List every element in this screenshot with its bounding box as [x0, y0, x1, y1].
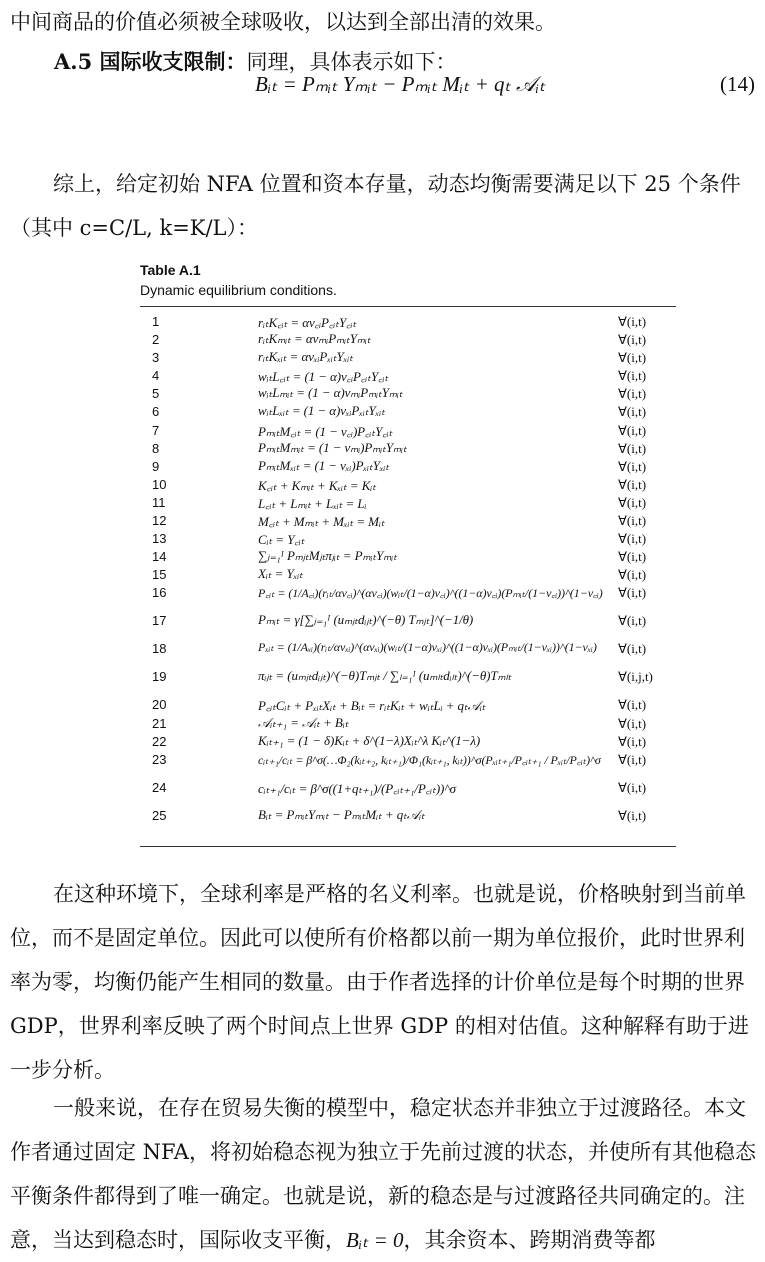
paragraph-3 [10, 1086, 758, 1262]
row-number: 25 [152, 807, 167, 823]
row-number: 3 [152, 350, 160, 366]
row-formula: M꜀ᵢₜ + Mₘᵢₜ + Mₓᵢₜ = Mᵢₜ [258, 514, 385, 530]
row-formula: PₘᵢₜM꜀ᵢₜ = (1 − ν꜀ᵢ)P꜀ᵢₜY꜀ᵢₜ [258, 423, 393, 439]
row-quantifier: ∀(i,t) [618, 422, 647, 438]
row-number: 11 [152, 494, 166, 510]
intro-line: 中间商品的价值必须被全球吸收，以达到全部出清的效果。 [10, 10, 556, 34]
equation-number: (14) [720, 72, 755, 96]
row-formula: rᵢₜKₓᵢₜ = ανₓᵢPₓᵢₜYₓᵢₜ [258, 349, 353, 365]
table-row [140, 732, 676, 750]
table-row [140, 639, 676, 667]
row-quantifier: ∀(i,t) [618, 476, 647, 492]
table-row [140, 312, 676, 330]
row-quantifier: ∀(i,t) [618, 314, 647, 329]
row-quantifier: ∀(i,t) [618, 613, 647, 629]
row-quantifier: ∀(i,t) [618, 567, 647, 583]
row-formula: cᵢₜ₊₁/cᵢₜ = β^σ(…Φ₂(kᵢₜ₊₂, kᵢₜ₊₁)/Φ₁(kᵢₜ₊₁, kᵢₜ))^σ(Pₓᵢₜ₊₁/P꜀ᵢₜ₊₁ / Pₓᵢₜ/P꜀ᵢₜ)^σ [258, 752, 601, 767]
row-quantifier: ∀(i,t) [618, 386, 647, 402]
table-row [140, 667, 676, 695]
paragraph-2: 在这种环境下，全球利率是严格的名义利率。也就是说，价格映射到当前单位，而不是固定单位。因此可以使所有价格都以前一期为单位报价，此时世界利率为零，均衡仍能产生相同的数量。由于作者选择的计价单位是每个时期的世界 GDP，世界利率反映了两个时间点上世界 GDP 的相对估值。这种解释有助于进一步分析。 [10, 882, 749, 1082]
table-row [140, 565, 676, 583]
row-quantifier: ∀(i,t) [618, 494, 647, 510]
row-number: 9 [152, 458, 160, 474]
table-row [140, 750, 676, 778]
row-formula: wᵢₜLₘᵢₜ = (1 − α)νₘᵢPₘᵢₜYₘᵢₜ [258, 385, 403, 401]
row-formula: Pₓᵢₜ = (1/Aₓᵢ)(rᵢₜ/ανₓᵢ)^(ανₓᵢ)(wᵢₜ/(1−α)νₓᵢ)^((1−α)νₓᵢ)(Pₘᵢₜ/(1−νₓᵢ))^(1−νₓᵢ) [258, 640, 597, 655]
row-formula: wᵢₜLₓᵢₜ = (1 − α)νₓᵢPₓᵢₜYₓᵢₜ [258, 403, 385, 419]
row-formula: PₘᵢₜMₘᵢₜ = (1 − νₘᵢ)PₘᵢₜYₘᵢₜ [258, 439, 407, 455]
row-quantifier: ∀(i,t) [618, 697, 647, 713]
table-row [140, 695, 676, 713]
table-row [140, 511, 676, 529]
equation-14 [0, 72, 765, 106]
row-number: 12 [152, 513, 167, 529]
row-number: 15 [152, 567, 167, 583]
row-number: 1 [152, 314, 160, 329]
row-formula: Bᵢₜ = PₘᵢₜYₘᵢₜ − PₘᵢₜMᵢₜ + qₜ𝒜ᵢₜ [258, 806, 425, 822]
row-formula: ∑ⱼ₌₁ᴵ PₘⱼₜMⱼₜπⱼᵢₜ = PₘᵢₜYₘᵢₜ [258, 548, 397, 564]
table-row [140, 493, 676, 511]
section-label: A.5 国际收支限制： [54, 49, 247, 74]
table-row [140, 475, 676, 493]
row-formula: K꜀ᵢₜ + Kₘᵢₜ + Kₓᵢₜ = Kᵢₜ [258, 477, 376, 493]
row-number: 13 [152, 531, 167, 547]
row-quantifier: ∀(i,t) [618, 513, 647, 529]
table-body [140, 312, 676, 824]
row-formula: P꜀ᵢₜCᵢₜ + PₓᵢₜXᵢₜ + Bᵢₜ = rᵢₜKᵢₜ + wᵢₜLᵢ + qₜ𝒜ᵢₜ [258, 698, 486, 714]
row-quantifier: ∀(i,t) [618, 458, 647, 474]
row-formula: 𝒜ᵢₜ₊₁ = 𝒜ᵢₜ + Bᵢₜ [258, 714, 349, 730]
row-formula: L꜀ᵢₜ + Lₘᵢₜ + Lₓᵢₜ = Lᵢ [258, 495, 367, 511]
table-row [140, 611, 676, 639]
row-formula: Kᵢₜ₊₁ = (1 − δ)Kᵢₜ + δ^(1−λ)Xᵢₜ^λ Kᵢₜ^(1−λ) [258, 732, 481, 748]
table-row [140, 402, 676, 420]
row-number: 17 [152, 613, 167, 629]
table-row [140, 330, 676, 348]
row-quantifier: ∀(i,t) [618, 368, 647, 384]
row-number: 16 [152, 585, 167, 601]
table-row [140, 421, 676, 439]
row-quantifier: ∀(i,t) [618, 440, 647, 456]
row-number: 7 [152, 422, 160, 438]
row-formula: rᵢₜK꜀ᵢₜ = αν꜀ᵢP꜀ᵢₜY꜀ᵢₜ [258, 315, 357, 330]
row-formula: Pₘᵢₜ = γ[∑ⱼ₌₁ᴵ (uₘⱼₜdᵢⱼₜ)^(−θ) Tₘⱼₜ]^(−1/θ) [258, 612, 474, 628]
row-formula: rᵢₜKₘᵢₜ = ανₘᵢPₘᵢₜYₘᵢₜ [258, 331, 371, 347]
table-row [140, 384, 676, 402]
section-text: 同理，具体表示如下： [246, 50, 457, 74]
row-number: 18 [152, 641, 167, 657]
row-quantifier: ∀(i,t) [618, 549, 647, 565]
row-quantifier: ∀(i,t) [618, 715, 647, 731]
table-row [140, 439, 676, 457]
row-number: 19 [152, 669, 167, 685]
row-quantifier: ∀(i,t) [618, 350, 647, 366]
table-row [140, 778, 676, 806]
table-row [140, 583, 676, 611]
row-quantifier: ∀(i,t) [618, 404, 647, 420]
row-formula: P꜀ᵢₜ = (1/A꜀ᵢ)(rᵢₜ/αν꜀ᵢ)^(αν꜀ᵢ)(wᵢₜ/(1−α)ν꜀ᵢ)^((1−α)ν꜀ᵢ)(Pₘᵢₜ/(1−ν꜀ᵢ))^(1−ν꜀ᵢ) [258, 586, 603, 601]
row-formula: Xᵢₜ = Yₓᵢₜ [258, 566, 303, 582]
table-top-rule [140, 306, 676, 307]
row-number: 21 [152, 715, 167, 731]
row-number: 6 [152, 404, 160, 420]
row-quantifier: ∀(i,t) [618, 332, 647, 348]
row-number: 24 [152, 779, 167, 795]
summary-paragraph: 综上，给定初始 NFA 位置和资本存量，动态均衡需要满足以下 25 个条件（其中 c=C/L, k=K/L）： [10, 172, 741, 240]
row-number: 4 [152, 368, 160, 384]
row-number: 20 [152, 697, 167, 713]
row-quantifier: ∀(i,t) [618, 641, 647, 657]
row-quantifier: ∀(i,t) [618, 779, 647, 795]
row-quantifier: ∀(i,t) [618, 751, 647, 767]
table-row [140, 457, 676, 475]
table-row [140, 547, 676, 565]
table-row [140, 714, 676, 732]
equation-formula: Bᵢₜ = Pₘᵢₜ Yₘᵢₜ − Pₘᵢₜ Mᵢₜ + qₜ 𝒜ᵢₜ [255, 72, 546, 96]
row-number: 23 [152, 751, 167, 767]
paragraph-3-tail: ，其余资本、跨期消费等都 [403, 1228, 656, 1252]
paragraph-3-text: 一般来说，在存在贸易失衡的模型中，稳定状态并非独立于过渡路径。本文作者通过固定 NFA，将初始稳态视为独立于先前过渡的状态，并使所有其他稳态平衡条件都得到了唯一确定。也就是说，新的稳态是与过渡路径共同确定的。注意，当达到稳态时，国际收支平衡， [10, 1096, 756, 1252]
row-formula: cᵢₜ₊₁/cᵢₜ = β^σ((1+qₜ₊₁)/(P꜀ᵢₜ₊₁/P꜀ᵢₜ))^σ [258, 780, 456, 796]
row-number: 14 [152, 549, 167, 565]
table-row [140, 348, 676, 366]
row-number: 2 [152, 332, 160, 348]
row-number: 22 [152, 733, 167, 749]
table-row [140, 529, 676, 547]
table-bottom-rule [140, 846, 676, 847]
row-number: 8 [152, 440, 160, 456]
row-quantifier: ∀(i,t) [618, 585, 647, 601]
row-quantifier: ∀(i,t) [618, 733, 647, 749]
row-quantifier: ∀(i,t) [618, 531, 647, 547]
table-row [140, 366, 676, 384]
row-quantifier: ∀(i,t) [618, 807, 647, 823]
row-formula: Cᵢₜ = Y꜀ᵢₜ [258, 532, 305, 548]
table-row [140, 806, 676, 824]
paragraph-3-math: Bᵢₜ = 0 [346, 1228, 404, 1252]
row-quantifier: ∀(i,j,t) [618, 669, 653, 685]
row-number: 10 [152, 476, 167, 492]
row-formula: πᵢⱼₜ = (uₘⱼₜdᵢⱼₜ)^(−θ)Tₘⱼₜ / ∑ₗ₌₁ᴵ (uₘₗₜdᵢₗₜ)^(−θ)Tₘₗₜ [258, 668, 512, 684]
row-formula: wᵢₜL꜀ᵢₜ = (1 − α)ν꜀ᵢP꜀ᵢₜY꜀ᵢₜ [258, 369, 389, 385]
table-caption: Dynamic equilibrium conditions. [140, 282, 337, 298]
table-title: Table A.1 [140, 262, 201, 278]
row-number: 5 [152, 386, 160, 402]
row-formula: PₘᵢₜMₓᵢₜ = (1 − νₓᵢ)PₓᵢₜYₓᵢₜ [258, 457, 390, 473]
